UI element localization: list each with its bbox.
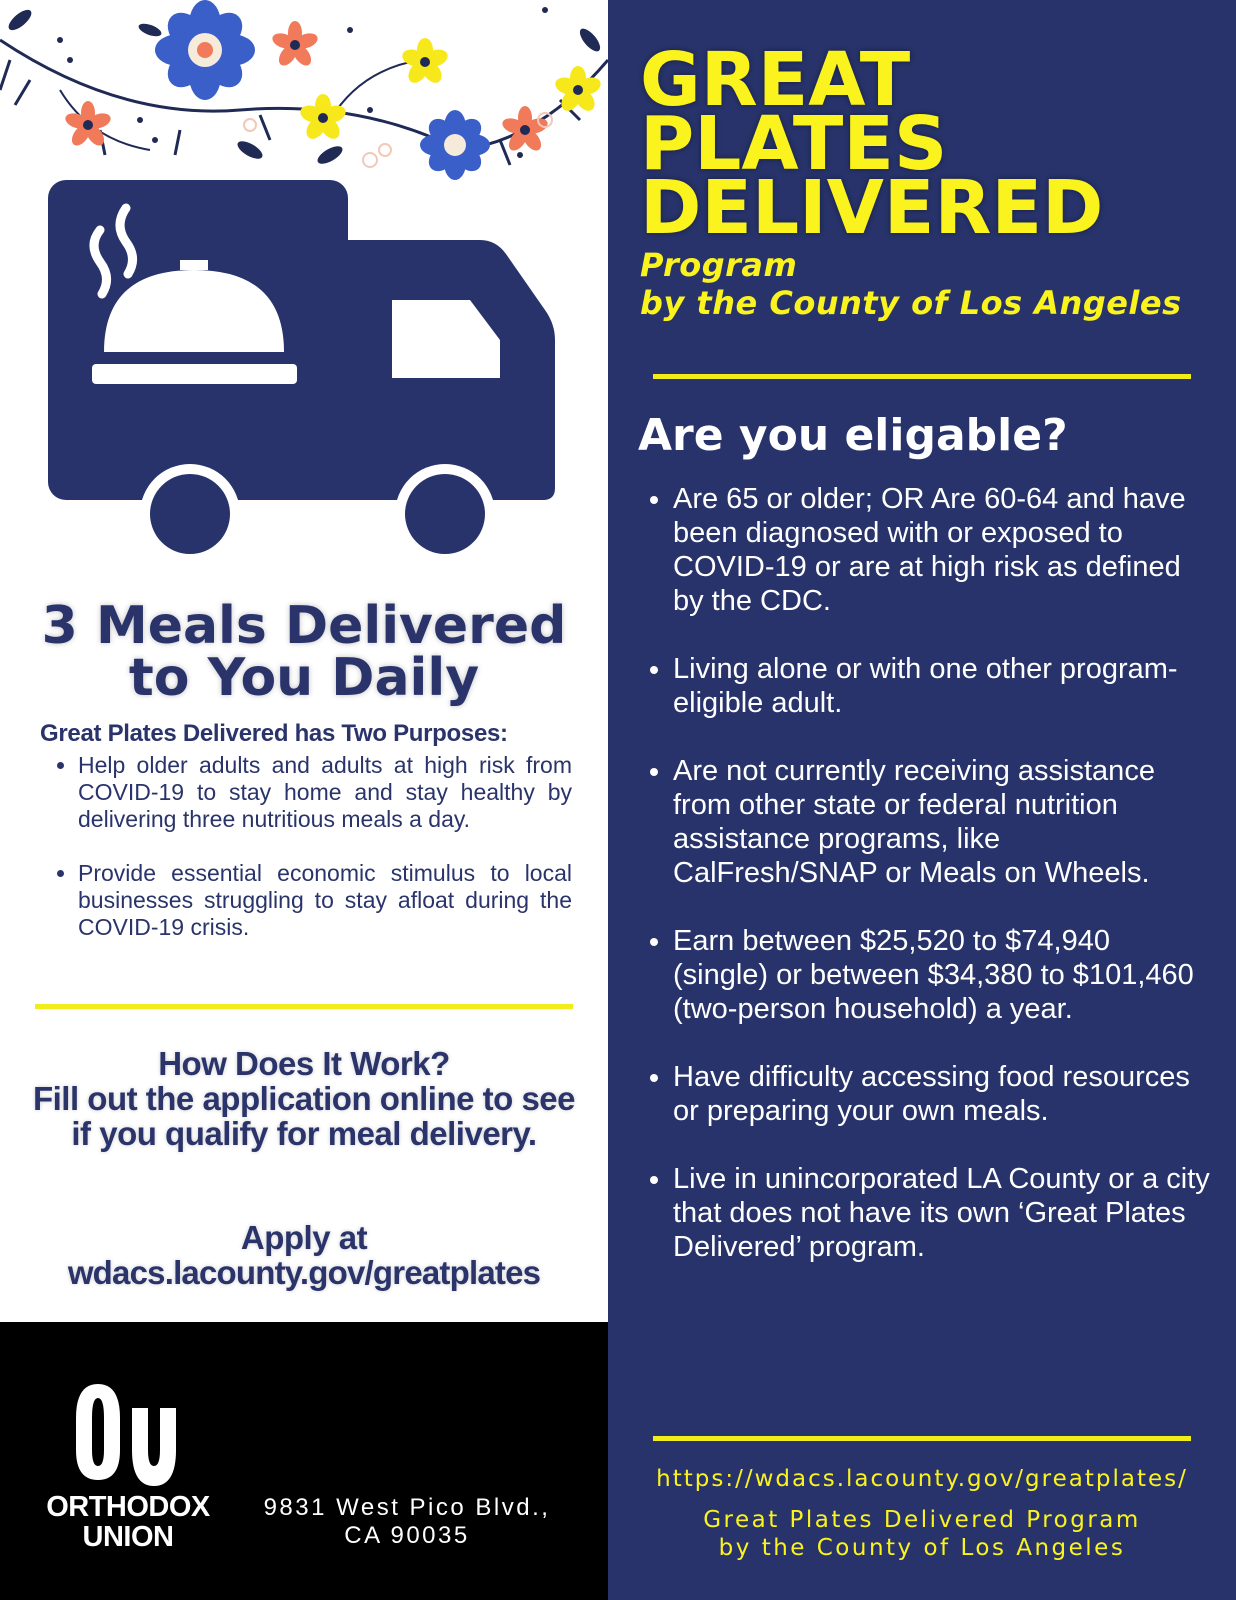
address-line2: CA 90035	[344, 1522, 470, 1549]
apply-block	[20, 1220, 588, 1290]
program-url-link[interactable]: https://wdacs.lacounty.gov/greatplates/	[656, 1466, 1188, 1492]
orthodox-union-name	[36, 1492, 220, 1552]
criteria-item: • Earn between $25,520 to $74,940 (single) or between $34,380 to $101,460 (two-person household) a year.	[673, 924, 1210, 1026]
address-line1: 9831 West Pico Blvd.,	[263, 1494, 551, 1521]
apply-label: Apply at	[240, 1219, 368, 1256]
org-line2: UNION	[82, 1521, 174, 1553]
program-footer-line1: Great Plates Delivered Program	[703, 1507, 1141, 1533]
program-footer	[608, 1506, 1236, 1562]
right-divider-bottom	[653, 1436, 1191, 1441]
title-line2: PLATES	[640, 101, 948, 187]
program-footer-line2: by the County of Los Angeles	[718, 1535, 1126, 1561]
criteria-item: • Living alone or with one other program-eligible adult.	[673, 652, 1210, 720]
subtitle-line2: by the County of Los Angeles	[640, 284, 1182, 322]
org-line1: ORTHODOX	[46, 1491, 210, 1523]
program-title	[640, 37, 1104, 251]
food-delivery-truck-icon	[40, 170, 580, 570]
criteria-item: • Are not currently receiving assistance from other state or federal nutrition assistance programs, like CalFresh/SNAP or Meals on Wheels.	[673, 754, 1210, 890]
purpose-item: • Help older adults and adults at high risk from COVID-19 to stay home and stay healthy by delivering three nutritious meals a day.	[78, 752, 572, 833]
sponsor-address	[242, 1494, 572, 1550]
criteria-item: • Are 65 or older; OR Are 60-64 and have been diagnosed with or exposed to COVID-19 or are at high risk as defined by the CDC.	[673, 482, 1210, 618]
criteria-item: • Live in unincorporated LA County or a city that does not have its own ‘Great Plates Delivered’ program.	[673, 1162, 1210, 1264]
headline-line2: to You Daily	[128, 648, 480, 708]
left-panel	[0, 0, 608, 1600]
how-question: How Does It Work?	[158, 1045, 450, 1082]
title-line1: GREAT	[640, 37, 911, 123]
headline-line1: 3 Meals Delivered	[41, 596, 567, 656]
purposes-title: Great Plates Delivered has Two Purposes:	[40, 720, 508, 747]
title-line3: DELIVERED	[640, 165, 1104, 251]
program-subtitle	[640, 246, 1182, 322]
purpose-item: • Provide essential economic stimulus to local businesses struggling to stay afloat during the COVID-19 crisis.	[78, 860, 572, 941]
orthodox-union-logo	[70, 1378, 182, 1490]
purposes-list	[40, 752, 572, 968]
left-divider	[35, 1004, 573, 1009]
right-divider-top	[653, 374, 1191, 379]
subtitle-line1: Program	[640, 246, 798, 284]
apply-url-link[interactable]: wdacs.lacounty.gov/greatplates	[67, 1254, 541, 1291]
how-answer: Fill out the application online to see if you qualify for meal delivery.	[32, 1080, 576, 1152]
criteria-item: • Have difficulty accessing food resources or preparing your own meals.	[673, 1060, 1210, 1128]
meals-headline	[0, 596, 608, 708]
eligibility-heading: Are you eligable?	[638, 410, 1068, 461]
eligibility-criteria-list	[640, 482, 1210, 1298]
how-it-works	[20, 1046, 588, 1151]
